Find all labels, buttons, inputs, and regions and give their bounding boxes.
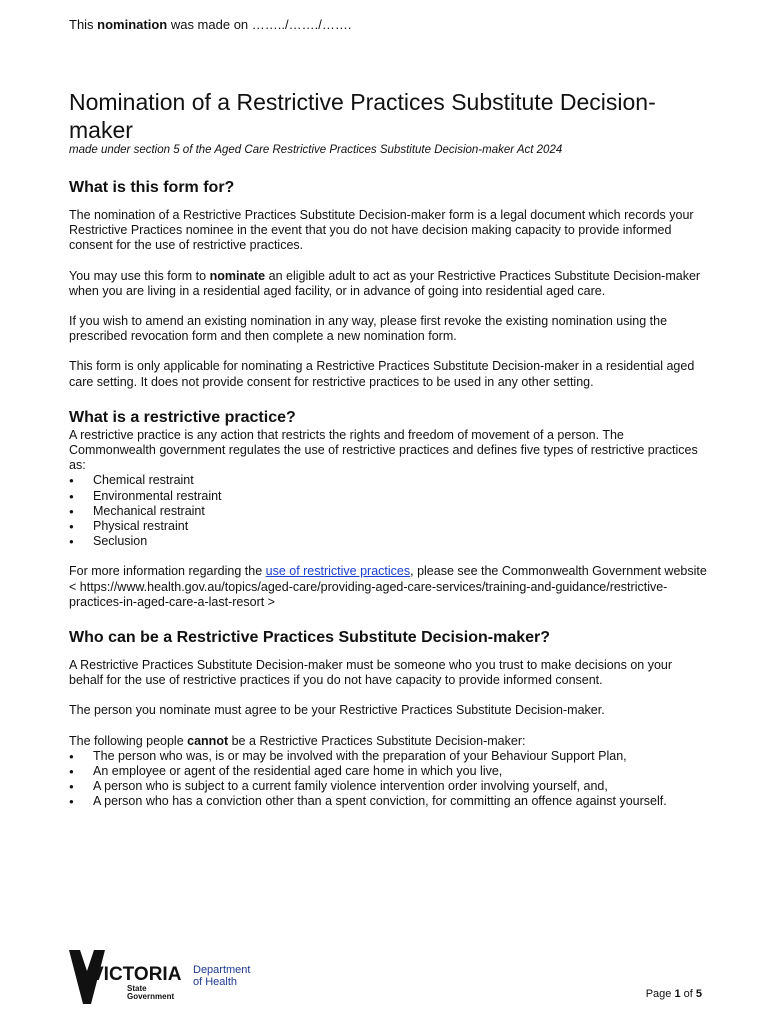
list-item: ● Seclusion [69, 534, 709, 549]
paragraph: The nomination of a Restrictive Practices Substitute Decision-maker form is a legal document which records your Restrictive Practices nominee in the event that you do not have decision making capacity to provide informed consent for the use of restrictive practices. [69, 208, 694, 253]
restrictive-practice-types-list [69, 473, 709, 549]
department-line-2: of Health [193, 976, 238, 988]
page-number: Page 1 of 5 [645, 988, 702, 1000]
list-item: ● Chemical restraint [69, 473, 709, 488]
paragraph: A restrictive practice is any action that restricts the rights and freedom of movement of a person. The Commonwealth government regulates the use of restrictive practices and defines five types of restrictive practices as: [69, 427, 698, 473]
list-item: ● A person who is subject to a current family violence intervention order involving yourself, and, [69, 779, 709, 794]
ineligible-people-list [69, 749, 709, 810]
list-item: ● A person who has a conviction other than a spent conviction, for committing an offence against yourself. [69, 794, 709, 809]
paragraph: The person you nominate must agree to be your Restrictive Practices Substitute Decision-maker. [69, 703, 605, 718]
page-title: Nomination of a Restrictive Practices Substitute Decision-maker [69, 89, 656, 143]
section-heading-form-purpose: What is this form for? [69, 179, 235, 196]
paragraph-more-information: For more information regarding the use of restrictive practices, please see the Commonwealth Government website < https://www.health.gov.au/topics/aged-care/providing-aged-care-services/training-and-guidance/restrictive-practices-in-aged-care-a-last-resort > [69, 564, 707, 609]
list-item: ● An employee or agent of the residential aged care home in which you live, [69, 764, 709, 779]
paragraph: A Restrictive Practices Substitute Decision-maker must be someone who you trust to make decisions on your behalf for the use of restrictive practices if you do not have capacity to provide informed consent. [69, 658, 673, 688]
document-body [69, 178, 709, 810]
paragraph: If you wish to amend an existing nomination in any way, please first revoke the existing nomination using the prescribed revocation form and then complete a new nomination form. [69, 314, 668, 344]
list-item: ● Physical restraint [69, 519, 709, 534]
paragraph: The following people cannot be a Restrictive Practices Substitute Decision-maker: [69, 733, 526, 748]
logo-wordmark: VICTORIA [91, 964, 182, 985]
list-item: ● Mechanical restraint [69, 504, 709, 519]
paragraph: You may use this form to nominate an eligible adult to act as your Restrictive Practices Substitute Decision-maker when you are living in a residential aged facility, or in advance of going into residential aged care. [69, 268, 701, 298]
paragraph: This form is only applicable for nominating a Restrictive Practices Substitute Decision-maker in a residential aged care setting. It does not provide consent for restrictive practices to be used in any other setting. [69, 359, 695, 389]
logo-line-government: Government [127, 992, 175, 1001]
restrictive-practices-link[interactable]: use of restrictive practices [265, 564, 411, 579]
logo-line-state: State [127, 984, 147, 993]
list-item: ● The person who was, is or may be involved with the preparation of your Behaviour Support Plan, [69, 749, 709, 764]
section-heading-restrictive-practice: What is a restrictive practice? [69, 408, 296, 426]
department-line-1: Department [193, 964, 251, 976]
section-heading-who-can-be: Who can be a Restrictive Practices Substitute Decision-maker? [69, 629, 551, 647]
victoria-state-government-logo [69, 947, 269, 1007]
page-subtitle: made under section 5 of the Aged Care Restrictive Practices Substitute Decision-maker Act 2024 [69, 144, 563, 156]
nomination-date-line: This nomination was made on ……../……./……. [69, 17, 352, 32]
list-item: ● Environmental restraint [69, 489, 709, 504]
